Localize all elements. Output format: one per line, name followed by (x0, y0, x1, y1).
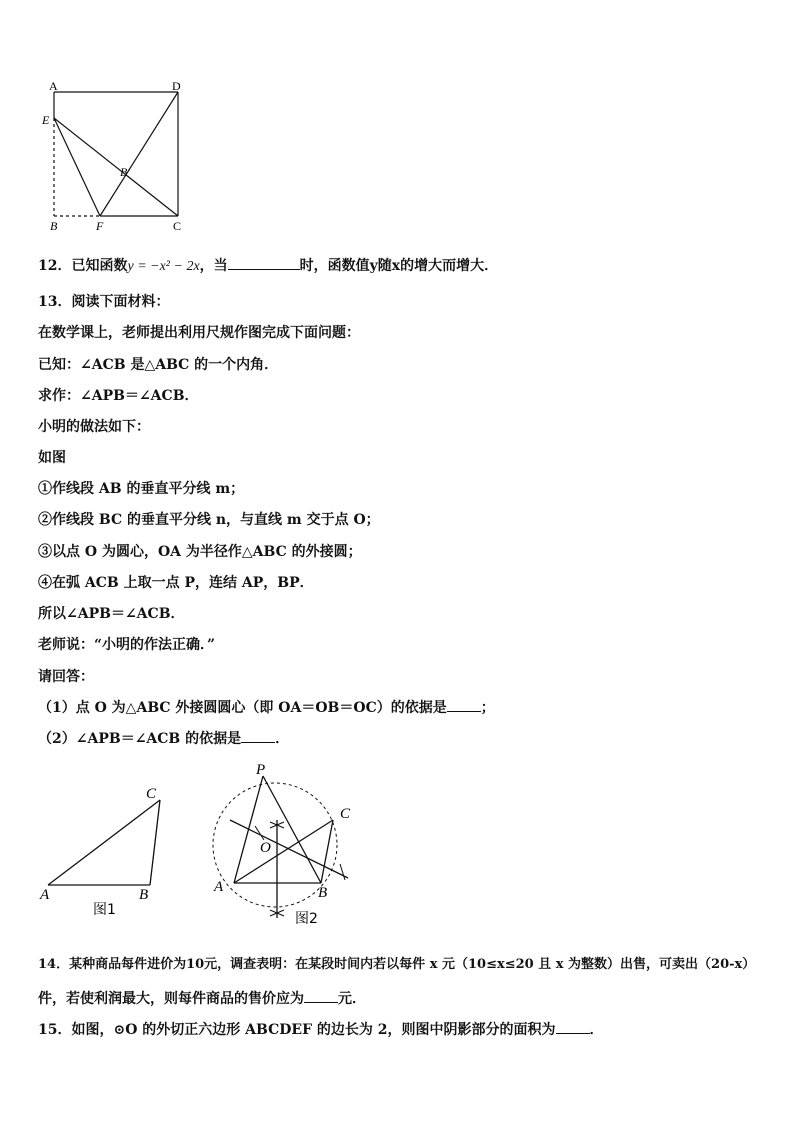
q14-blank[interactable] (304, 990, 338, 1003)
q15-suffix: ． (589, 1022, 604, 1038)
q13-sub2-blank[interactable] (241, 730, 275, 743)
q15-prefix: 15．如图，⊙O 的外切正六边形 ABCDEF 的边长为 2，则图中阴影部分的面积为 (38, 1022, 556, 1038)
fig2-label-a: A (214, 879, 224, 895)
q13-conclusion: 所以∠APB＝∠ACB． (38, 606, 185, 622)
q13-as-fig: 如图 (38, 450, 66, 466)
figure-2-circumcircle (200, 760, 370, 930)
q13-step1: ①作线段 AB 的垂直平分线 m； (38, 481, 245, 497)
q13-answer: 请回答： (38, 669, 94, 685)
fig2-label-p: P (256, 762, 266, 778)
q13-sub2 (38, 728, 289, 748)
q14-line2-prefix: 件，若使利润最大，则每件商品的售价应为 (38, 991, 304, 1007)
figure-1-triangle (36, 780, 176, 920)
q13-title: 13．阅读下面材料： (38, 294, 170, 310)
fig1-caption: 图1 (93, 902, 116, 918)
q13-sub2-suffix: ． (275, 731, 290, 747)
question-12 (38, 255, 498, 275)
label-b-prime: B′ (120, 165, 130, 179)
label-b: B (50, 219, 58, 230)
fig2-caption: 图2 (295, 911, 318, 927)
q12-mid: ，当 (199, 258, 228, 274)
q13-find: 求作：∠APB＝∠ACB． (38, 388, 199, 404)
q13-sub1 (38, 697, 495, 717)
label-c: C (173, 219, 182, 230)
label-f: F (96, 219, 104, 230)
square-fold-figure (38, 78, 198, 230)
fig1-label-c: C (146, 786, 157, 802)
fig1-label-b: B (139, 887, 149, 903)
q13-step4: ④在弧 ACB 上取一点 P，连结 AP，BP． (38, 575, 314, 591)
fig1-label-a: A (40, 887, 50, 903)
q12-formula: y = −x² − 2x (127, 259, 200, 274)
q13-step2: ②作线段 BC 的垂直平分线 n，与直线 m 交于点 O； (38, 512, 380, 528)
q14-line2 (38, 988, 366, 1008)
q13-sub1-suffix: ； (480, 700, 495, 716)
q12-prefix: 12．已知函数 (38, 258, 128, 274)
q13-method: 小明的做法如下： (38, 419, 150, 435)
question-15 (38, 1019, 604, 1039)
fig2-label-c: C (340, 806, 351, 822)
label-d: D (172, 79, 181, 93)
fig2-label-o: O (260, 840, 271, 856)
q15-blank[interactable] (556, 1021, 590, 1034)
q13-sub1-blank[interactable] (447, 699, 481, 712)
q13-known: 已知：∠ACB 是△ABC 的一个内角． (38, 357, 279, 373)
label-e: E (42, 113, 50, 127)
q12-blank[interactable] (228, 257, 300, 270)
q14-line1: 14．某种商品每件进价为10元，调查表明：在某段时间内若以每件 x 元（10≤x≤20 且 x 为整数）出售，可卖出（20-x） (38, 957, 756, 972)
q13-sub2-prefix: （2）∠APB＝∠ACB 的依据是 (38, 731, 242, 747)
q14-line2-suffix: 元． (338, 991, 366, 1007)
q12-suffix: 时，函数值y随x的增大而增大． (299, 258, 499, 274)
fig2-label-b: B (318, 885, 328, 901)
q13-teacher: 老师说：“小明的作法正确．” (38, 637, 216, 653)
q13-intro: 在数学课上，老师提出利用尺规作图完成下面问题： (38, 325, 360, 341)
q13-sub1-prefix: （1）点 O 为△ABC 外接圆圆心（即 OA＝OB＝OC）的依据是 (38, 700, 447, 716)
label-a: A (49, 79, 58, 93)
q13-step3: ③以点 O 为圆心，OA 为半径作△ABC 的外接圆； (38, 544, 362, 560)
